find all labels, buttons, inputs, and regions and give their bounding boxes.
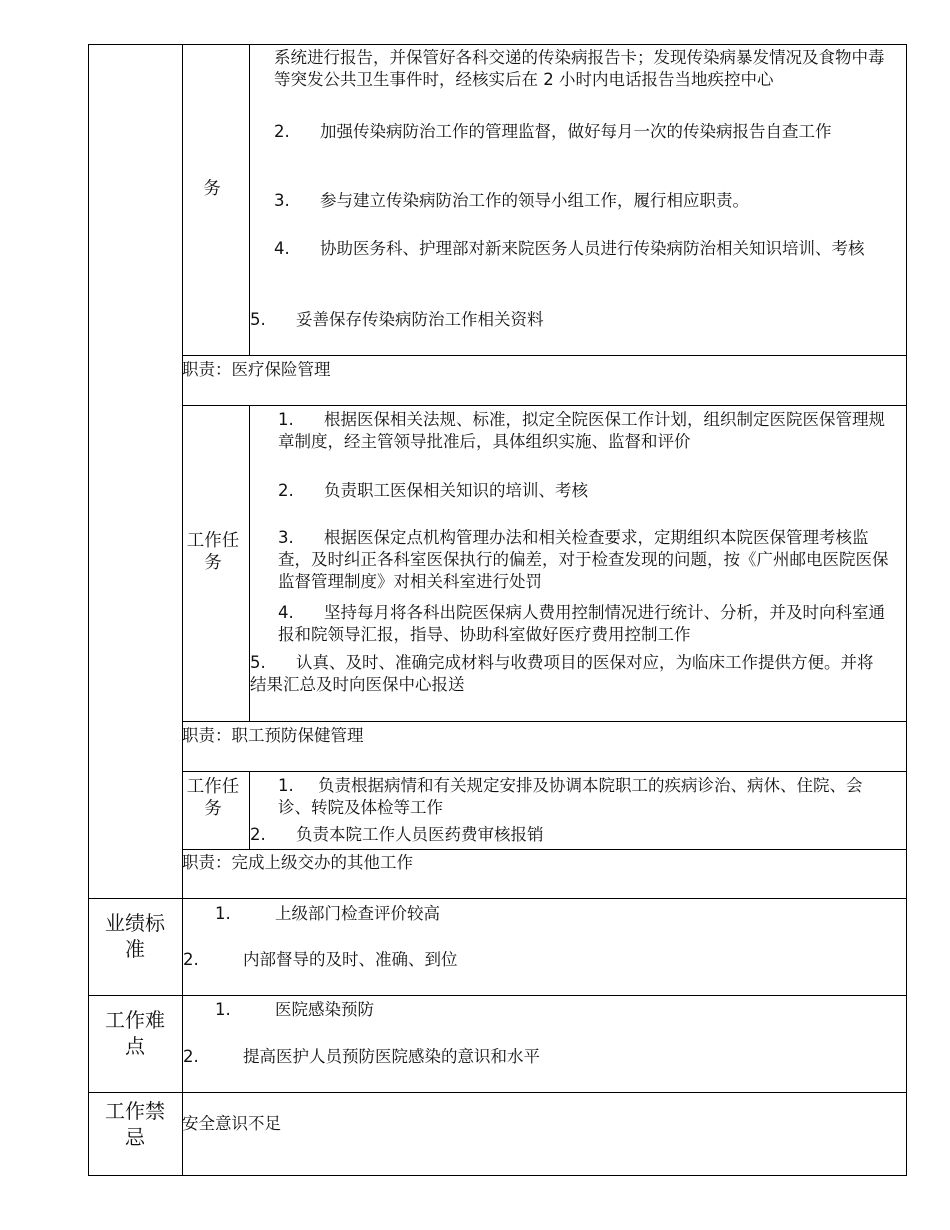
grid-line [182, 849, 907, 850]
item-text: 医院感染预防 [275, 1000, 374, 1019]
task-item [274, 190, 749, 212]
item-text: 坚持每月将各科出院医保病人费用控制情况进行统计、分析，并及时向科室通报和院领导汇报，指导、协助科室做好医疗费用控制工作 [278, 603, 885, 644]
task-item [278, 775, 888, 819]
item-number: 4. [278, 603, 294, 622]
task-item [274, 121, 889, 143]
item-number: 2. [250, 825, 266, 844]
grid-line [182, 44, 183, 1176]
item-text: 参与建立传染病防治工作的领导小组工作，履行相应职责。 [320, 191, 749, 210]
duty-heading: 职责：医疗保险管理 [182, 360, 331, 379]
task-item: 系统进行报告，并保管好各科交递的传染病报告卡；发现传染病暴发情况及食物中毒等突发公共卫生事件时，经核实后在 2 小时内电话报告当地疾控中心 [274, 48, 885, 89]
item-text: 负责根据病情和有关规定安排及协调本院职工的疾病诊治、病休、住院、会诊、转院及体检等工作 [278, 776, 863, 817]
grid-line [182, 721, 907, 722]
task-item [278, 409, 893, 453]
item-number: 2. [274, 122, 290, 141]
performance-item [183, 949, 458, 971]
difficulty-item [215, 999, 374, 1021]
item-number: 1. [215, 904, 231, 923]
grid-line [182, 405, 907, 406]
item-text: 提高医护人员预防医院感染的意识和水平 [243, 1047, 540, 1066]
item-number: 3. [278, 528, 294, 547]
task-label: 工作任务 [186, 531, 240, 573]
item-number: 2. [183, 1047, 199, 1066]
task-label: 务 [203, 179, 221, 199]
item-text: 加强传染病防治工作的管理监督，做好每月一次的传染病报告自查工作 [320, 122, 832, 141]
task-item [278, 602, 893, 646]
item-text: 负责本院工作人员医药费审核报销 [296, 825, 544, 844]
row-label-taboo: 工作禁忌 [105, 1099, 165, 1149]
item-text: 认真、及时、准确完成材料与收费项目的医保对应，为临床工作提供方便。并将结果汇总及时向医保中心报送 [250, 653, 874, 694]
grid-line [182, 355, 907, 356]
row-label-performance: 业绩标准 [105, 911, 165, 961]
taboo-text: 安全意识不足 [182, 1114, 281, 1133]
task-item [274, 238, 874, 260]
item-text: 负责职工医保相关知识的培训、考核 [324, 481, 588, 500]
item-number: 1. [278, 410, 294, 429]
item-text: 根据医保定点机构管理办法和相关检查要求，定期组织本院医保管理考核监查，及时纠正各科室医保执行的偏差，对于检查发现的问题，按《广州邮电医院医保监督管理制度》对相关科室进行处罚 [278, 528, 889, 591]
item-text: 协助医务科、护理部对新来院医务人员进行传染病防治相关知识培训、考核 [320, 239, 865, 258]
item-number: 5. [250, 653, 266, 672]
item-text: 内部督导的及时、准确、到位 [243, 950, 458, 969]
task-item [250, 824, 544, 846]
task-item [250, 309, 544, 331]
difficulty-item [183, 1046, 540, 1068]
item-number: 2. [183, 950, 199, 969]
row-label-difficulty: 工作难点 [105, 1008, 165, 1058]
task-item [250, 652, 880, 696]
grid-line [88, 1092, 907, 1093]
grid-line [88, 898, 907, 899]
item-number: 4. [274, 239, 290, 258]
task-item [278, 480, 588, 502]
item-number: 2. [278, 481, 294, 500]
grid-line [182, 771, 907, 772]
item-text: 根据医保相关法规、标准，拟定全院医保工作计划，组织制定医院医保管理规章制度，经主管领导批准后，具体组织实施、监督和评价 [278, 410, 885, 451]
duty-heading: 职责：完成上级交办的其他工作 [182, 853, 413, 872]
grid-line [88, 995, 907, 996]
item-number: 3. [274, 191, 290, 210]
task-label: 工作任务 [186, 777, 240, 819]
item-number: 5. [250, 310, 266, 329]
item-number: 1. [278, 776, 294, 795]
item-text: 上级部门检查评价较高 [275, 904, 440, 923]
duty-heading: 职责：职工预防保健管理 [182, 726, 364, 745]
item-text: 妥善保存传染病防治工作相关资料 [296, 310, 544, 329]
task-item [278, 527, 896, 593]
performance-item [215, 903, 440, 925]
item-number: 1. [215, 1000, 231, 1019]
